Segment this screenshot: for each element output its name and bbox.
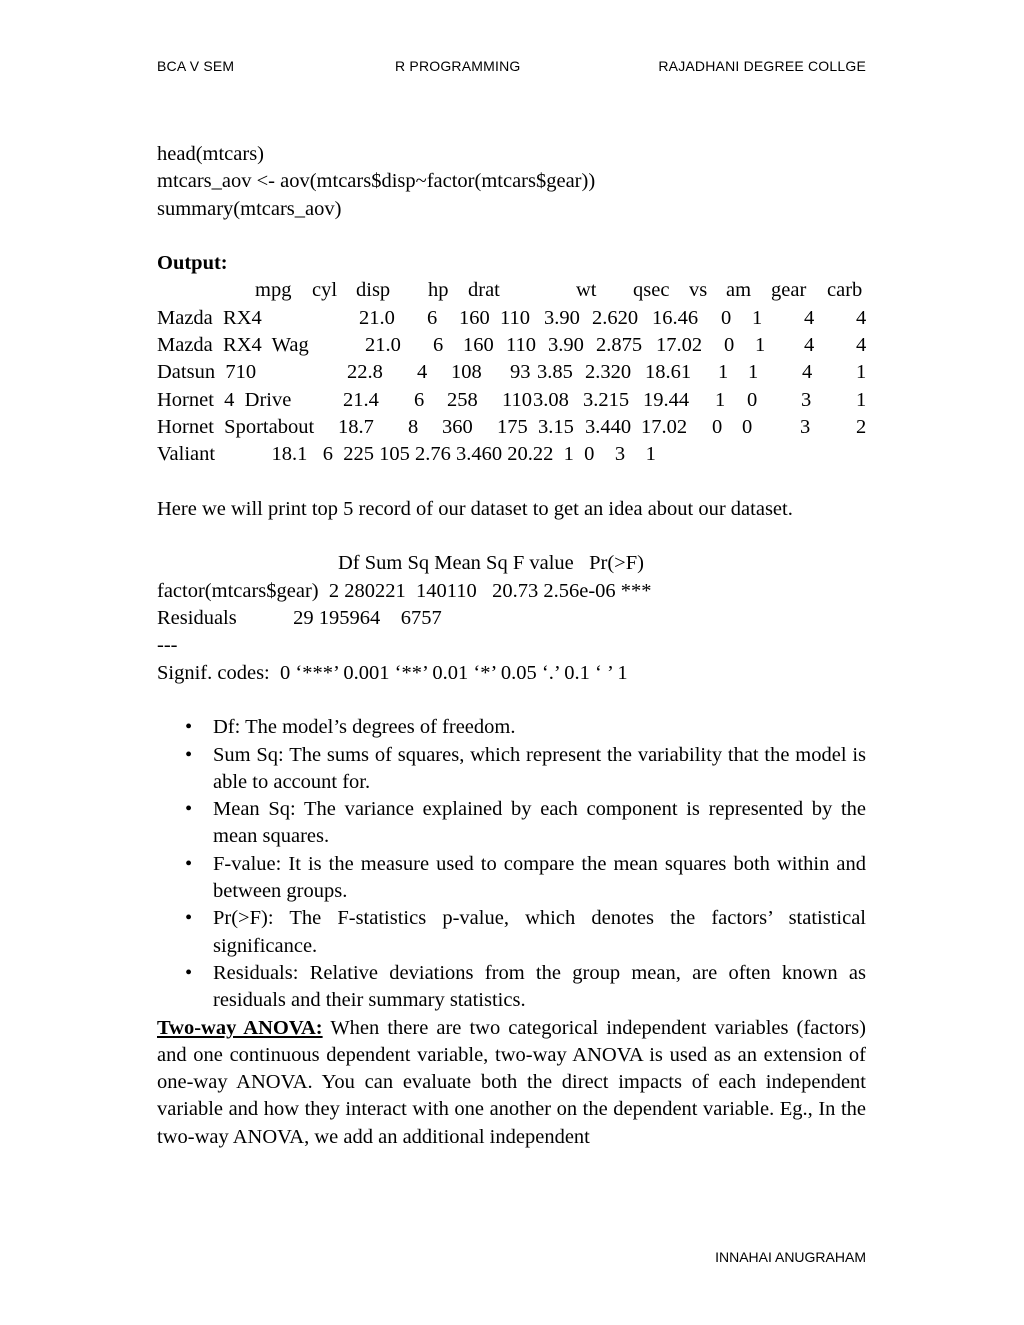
anova-row: factor(mtcars$gear) 2 280221 140110 20.73 2.56e-06 *** <box>157 579 652 602</box>
code-line: head(mtcars) <box>157 143 264 165</box>
table-cell: 3.440 <box>585 415 632 438</box>
table-cell: 160 <box>459 306 490 329</box>
table-cell: 0 <box>747 388 758 411</box>
list-item: • Residuals: Relative deviations from the group mean, are often known as residuals and their summary statistics. <box>213 960 866 1015</box>
row-name: Mazda RX4 <box>157 306 262 329</box>
table-cell: 2.620 <box>592 306 639 329</box>
column-header: cyl <box>312 279 338 302</box>
table-cell: 1 <box>755 334 766 357</box>
two-way-anova-paragraph <box>157 1015 866 1151</box>
table-row: Valiant 18.1 6 225 105 2.76 3.460 20.22 1 0 3 1 <box>157 443 656 466</box>
table-cell: 3 <box>801 388 812 411</box>
table-cell: 3.08 <box>533 388 569 411</box>
table-cell: 22.8 <box>347 361 383 384</box>
mtcars-table <box>157 277 866 468</box>
column-header: am <box>726 279 752 302</box>
table-row <box>157 359 866 386</box>
column-header: drat <box>468 279 500 302</box>
row-name: Datsun 710 <box>157 361 257 384</box>
table-cell: 18.7 <box>338 415 374 438</box>
table-cell: 110 <box>506 334 536 357</box>
table-cell: 1 <box>752 306 763 329</box>
table-cell: 110 <box>500 306 530 329</box>
list-item: • Df: The model’s degrees of freedom. <box>213 714 866 741</box>
table-cell: 1 <box>715 388 726 411</box>
table-cell: 3.90 <box>548 334 584 357</box>
code-line: mtcars_aov <- aov(mtcars$disp~factor(mtcars$gear)) <box>157 170 596 193</box>
document-body <box>157 141 866 1151</box>
table-cell: 4 <box>856 306 867 329</box>
table-cell: 6 <box>433 334 444 357</box>
table-cell: 3.85 <box>537 361 573 384</box>
output-label: Output: <box>157 252 228 275</box>
anova-header: Df Sum Sq Mean Sq F value Pr(>F) <box>338 552 644 575</box>
list-item: • Pr(>F): The F-statistics p-value, which denotes the factors’ statistical significance. <box>213 905 866 960</box>
table-cell: 4 <box>804 334 815 357</box>
page-header-center: R PROGRAMMING <box>395 58 521 74</box>
table-row <box>157 414 866 441</box>
table-row <box>157 305 866 332</box>
column-header: wt <box>576 279 597 302</box>
term-definitions-list <box>157 714 866 1014</box>
column-header: carb <box>827 279 863 302</box>
row-name: Hornet 4 Drive <box>157 388 292 411</box>
table-cell: 1 <box>856 361 867 384</box>
table-cell: 6 <box>414 388 425 411</box>
table-cell: 2.875 <box>596 334 643 357</box>
list-item: • F-value: It is the measure used to compare the mean squares both within and between groups. <box>213 851 866 906</box>
table-cell: 3.15 <box>538 415 574 438</box>
table-row <box>157 332 866 359</box>
table-cell: 258 <box>447 388 478 411</box>
table-cell: 108 <box>451 361 482 384</box>
two-way-anova-text: When there are two categorical independent variables (factors) and one continuous dependent variable, two-way ANOVA is used as an extension of one-way ANOVA. You can evaluate both the direct impacts of each independent variable and how they interact with one another on the dependent variable. Eg., In the two-way ANOVA, we add an additional independent <box>157 1016 866 1148</box>
column-header: qsec <box>633 279 670 302</box>
table-cell: 2 <box>856 415 867 438</box>
table-cell: 19.44 <box>643 388 690 411</box>
table-cell: 4 <box>802 361 813 384</box>
table-cell: 3 <box>800 415 811 438</box>
table-cell: 110 <box>502 388 532 411</box>
column-header: vs <box>689 279 708 302</box>
table-cell: 17.02 <box>641 415 688 438</box>
table-cell: 18.61 <box>645 361 692 384</box>
table-cell: 1 <box>748 361 759 384</box>
page-footer: INNAHAI ANUGRAHAM <box>715 1249 866 1265</box>
table-cell: 175 <box>497 415 528 438</box>
table-cell: 21.0 <box>359 306 395 329</box>
column-header: disp <box>356 279 391 302</box>
table-cell: 360 <box>442 415 473 438</box>
table-cell: 21.4 <box>343 388 379 411</box>
code-line: summary(mtcars_aov) <box>157 197 342 220</box>
list-item: • Sum Sq: The sums of squares, which represent the variability that the model is able to account for. <box>213 742 866 797</box>
table-cell: 160 <box>463 334 494 357</box>
page-header-left: BCA V SEM <box>157 58 235 74</box>
table-cell: 0 <box>724 334 735 357</box>
row-name: Hornet Sportabout <box>157 415 315 438</box>
page-header-right: RAJADHANI DEGREE COLLGE <box>658 58 866 74</box>
table-cell: 0 <box>712 415 723 438</box>
anova-summary <box>157 550 866 686</box>
anova-row: Residuals 29 195964 6757 <box>157 607 442 630</box>
list-item: • Mean Sq: The variance explained by each component is represented by the mean squares. <box>213 796 866 851</box>
table-cell: 1 <box>856 388 867 411</box>
table-cell: 1 <box>718 361 729 384</box>
column-header: gear <box>771 279 807 302</box>
description-text: Here we will print top 5 record of our dataset to get an idea about our dataset. <box>157 497 793 520</box>
column-header: mpg <box>255 279 292 302</box>
table-cell: 4 <box>417 361 428 384</box>
column-header: hp <box>428 279 449 302</box>
table-cell: 4 <box>804 306 815 329</box>
table-cell: 6 <box>427 306 438 329</box>
table-cell: 3.215 <box>583 388 630 411</box>
row-name: Mazda RX4 Wag <box>157 334 309 357</box>
table-cell: 0 <box>721 306 732 329</box>
table-cell: 93 <box>510 361 531 384</box>
table-cell: 4 <box>856 334 867 357</box>
table-cell: 2.320 <box>585 361 632 384</box>
table-cell: 21.0 <box>365 334 401 357</box>
mtcars-table-header <box>157 277 866 304</box>
table-cell: 0 <box>742 415 753 438</box>
table-cell: 16.46 <box>652 306 699 329</box>
two-way-anova-heading: Two-way ANOVA: <box>157 1016 323 1039</box>
anova-separator: --- <box>157 634 178 657</box>
table-cell: 17.02 <box>656 334 703 357</box>
table-cell: 3.90 <box>544 306 580 329</box>
table-cell: 8 <box>408 415 419 438</box>
signif-codes: Signif. codes: 0 ‘***’ 0.001 ‘**’ 0.01 ‘*’ 0.05 ‘.’ 0.1 ‘ ’ 1 <box>157 661 628 684</box>
table-row <box>157 387 866 414</box>
